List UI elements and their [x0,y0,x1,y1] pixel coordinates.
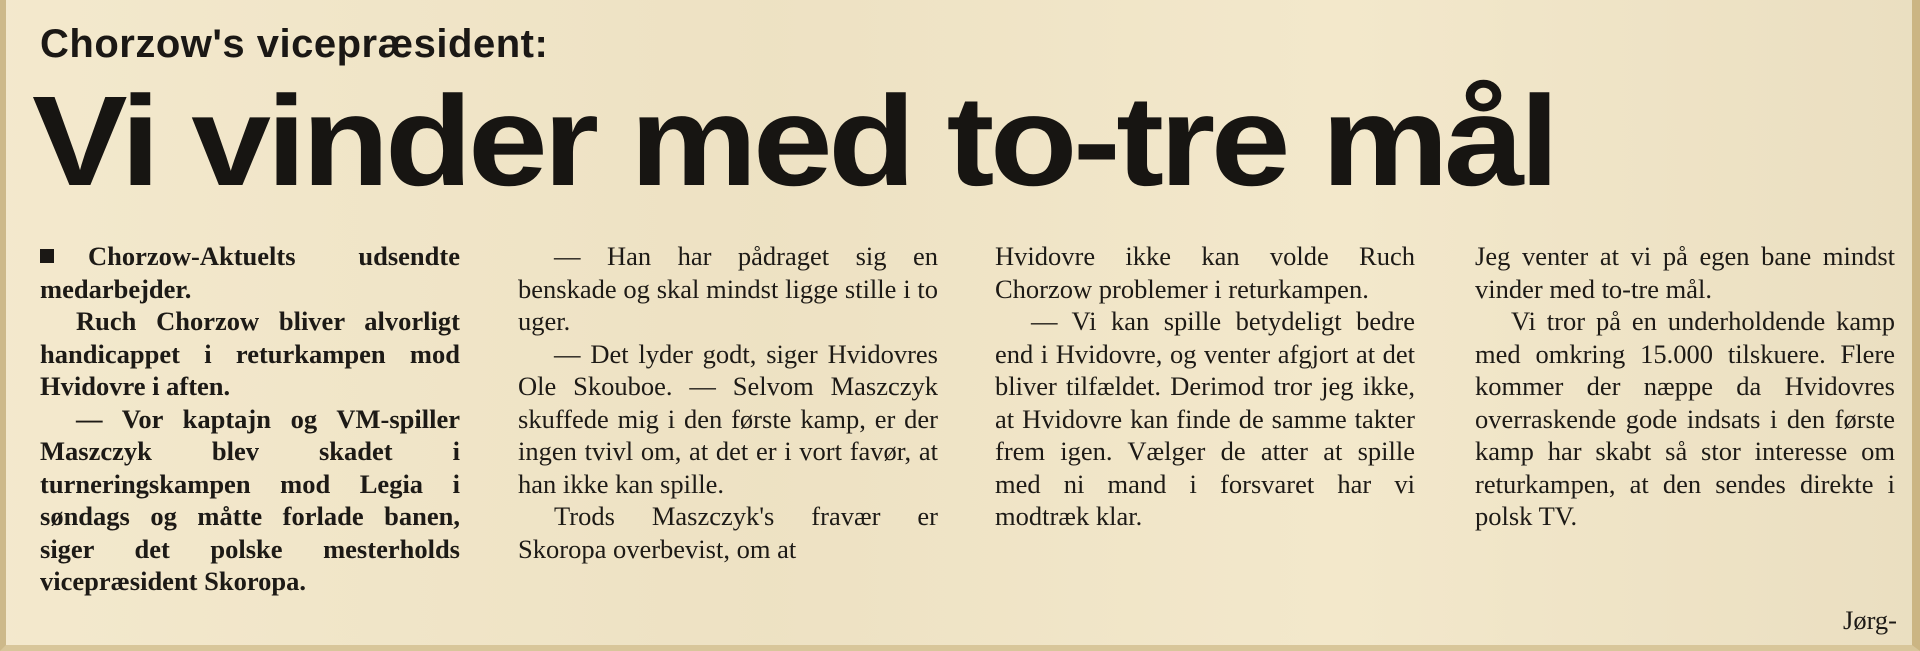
article-body [40,240,1900,640]
paragraph: Jeg venter at vi på egen bane mindst vinder med to-tre mål. [1475,241,1895,304]
text-column-2 [518,240,938,565]
text-column-1 [40,240,460,598]
paragraph: Trods Maszczyk's fravær er Skoropa overbevist, om at [518,501,938,564]
text-column-3 [995,240,1415,533]
paragraph: Ruch Chorzow bliver alvorligt handicappet i returkampen mod Hvidovre i aften. [40,306,460,401]
bullet-square-icon [40,249,54,263]
paragraph: — Det lyder godt, siger Hvidovres Ole Skouboe. — Selvom Maszczyk skuffede mig i den første kamp, er der ingen tvivl om, at det er i vort favør, at han ikke kan spille. [518,338,938,499]
byline-text: Chorzow-Aktuelts udsendte medarbejder. [40,241,460,304]
paragraph: — Han har pådraget sig en benskade og skal mindst ligge stille i to uger. [518,241,938,336]
paragraph [40,240,460,305]
paragraph: Hvidovre ikke kan volde Ruch Chorzow problemer i returkampen. [995,241,1415,304]
paragraph: — Vi kan spille betydeligt bedre end i Hvidovre, og venter afgjort at det bliver tilfældet. Derimod tror jeg ikke, at Hvidovre kan finde de samme takter frem igen. Vælger de atter at spille med ni mand i forsvaret har vi modtræk klar. [995,306,1415,531]
text-column-4 [1475,240,1897,635]
article-kicker: Chorzow's vicepræsident: [40,22,549,66]
author-signature: Jørg- [1843,605,1897,635]
paragraph: — Vor kaptajn og VM-spiller Maszczyk blev skadet i turneringskampen mod Legia i søndags og måtte forlade banen, siger det polske mesterholds vicepræsident Skoropa. [40,403,460,596]
article-headline: Vi vinder med to-tre mål [32,70,1555,213]
paragraph: Vi tror på en underholdende kamp med omkring 15.000 tilskuere. Flere kommer der næppe da Hvidovres overraskende gode indsats i den første kamp har skabt så stor interesse om returkampen, at den sendes direkte i polsk TV. [1475,306,1895,531]
